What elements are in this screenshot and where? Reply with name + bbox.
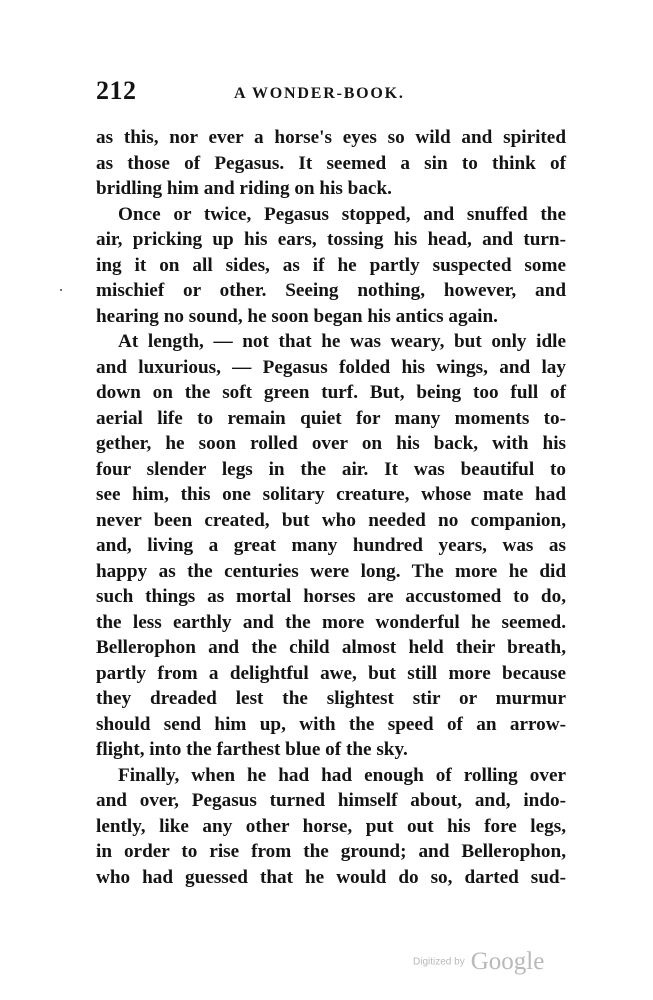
- text-line: they dreaded lest the slightest stir or murmur: [96, 688, 566, 709]
- text-line: hearing no sound, he soon began his antics again.: [96, 305, 498, 327]
- text-line: should send him up, with the speed of an arrow-: [96, 713, 566, 735]
- watermark-prefix: Digitized by: [413, 956, 465, 968]
- text-line: mischief or other. Seeing nothing, however, and: [96, 280, 566, 301]
- text-line: flight, into the farthest blue of the sky.: [96, 739, 408, 760]
- text-line: lently, like any other horse, put out his fore legs,: [96, 815, 566, 837]
- text-line: and, living a great many hundred years, was as: [96, 535, 566, 556]
- text-line: four slender legs in the air. It was beautiful to: [96, 458, 566, 480]
- text-line: who had guessed that he would do so, darted sud-: [96, 866, 566, 888]
- text-line: partly from a delightful awe, but still more because: [96, 662, 566, 684]
- text-line: Bellerophon and the child almost held their breath,: [96, 637, 566, 658]
- text-line: see him, this one solitary creature, whose mate had: [96, 484, 566, 505]
- text-line: never been created, but who needed no companion,: [96, 509, 566, 531]
- text-line: as this, nor ever a horse's eyes so wild and spirited: [96, 127, 566, 148]
- text-line: bridling him and riding on his back.: [96, 178, 392, 199]
- text-line: aerial life to remain quiet for many moments to-: [96, 407, 566, 429]
- text-line: such things as mortal horses are accustomed to do,: [96, 586, 566, 607]
- digitization-watermark: [413, 948, 544, 976]
- text-line: down on the soft green turf. But, being too full of: [96, 382, 566, 403]
- text-line: and over, Pegasus turned himself about, and, indo-: [96, 790, 566, 811]
- running-title: A WONDER-BOOK.: [234, 85, 405, 102]
- body-text: [96, 125, 566, 890]
- text-line: as those of Pegasus. It seemed a sin to think of: [96, 152, 566, 174]
- text-line: gether, he soon rolled over on his back, with his: [96, 433, 566, 454]
- paragraph-start-line: At length, — not that he was weary, but only idle: [118, 331, 566, 352]
- page-number: 212: [96, 76, 137, 105]
- running-head: [96, 76, 566, 110]
- watermark-brand: Google: [470, 948, 545, 975]
- stray-print-mark: [60, 289, 62, 291]
- text-line: air, pricking up his ears, tossing his head, and turn-: [96, 229, 566, 250]
- paragraph-start-line: Once or twice, Pegasus stopped, and snuffed the: [118, 203, 566, 225]
- paragraph-start-line: Finally, when he had had enough of rolling over: [118, 764, 566, 786]
- text-line: happy as the centuries were long. The more he did: [96, 560, 566, 582]
- text-line: ing it on all sides, as if he partly suspected some: [96, 254, 566, 276]
- text-line: the less earthly and the more wonderful he seemed.: [96, 611, 566, 633]
- text-line: and luxurious, — Pegasus folded his wings, and lay: [96, 356, 566, 378]
- text-line: in order to rise from the ground; and Bellerophon,: [96, 841, 566, 862]
